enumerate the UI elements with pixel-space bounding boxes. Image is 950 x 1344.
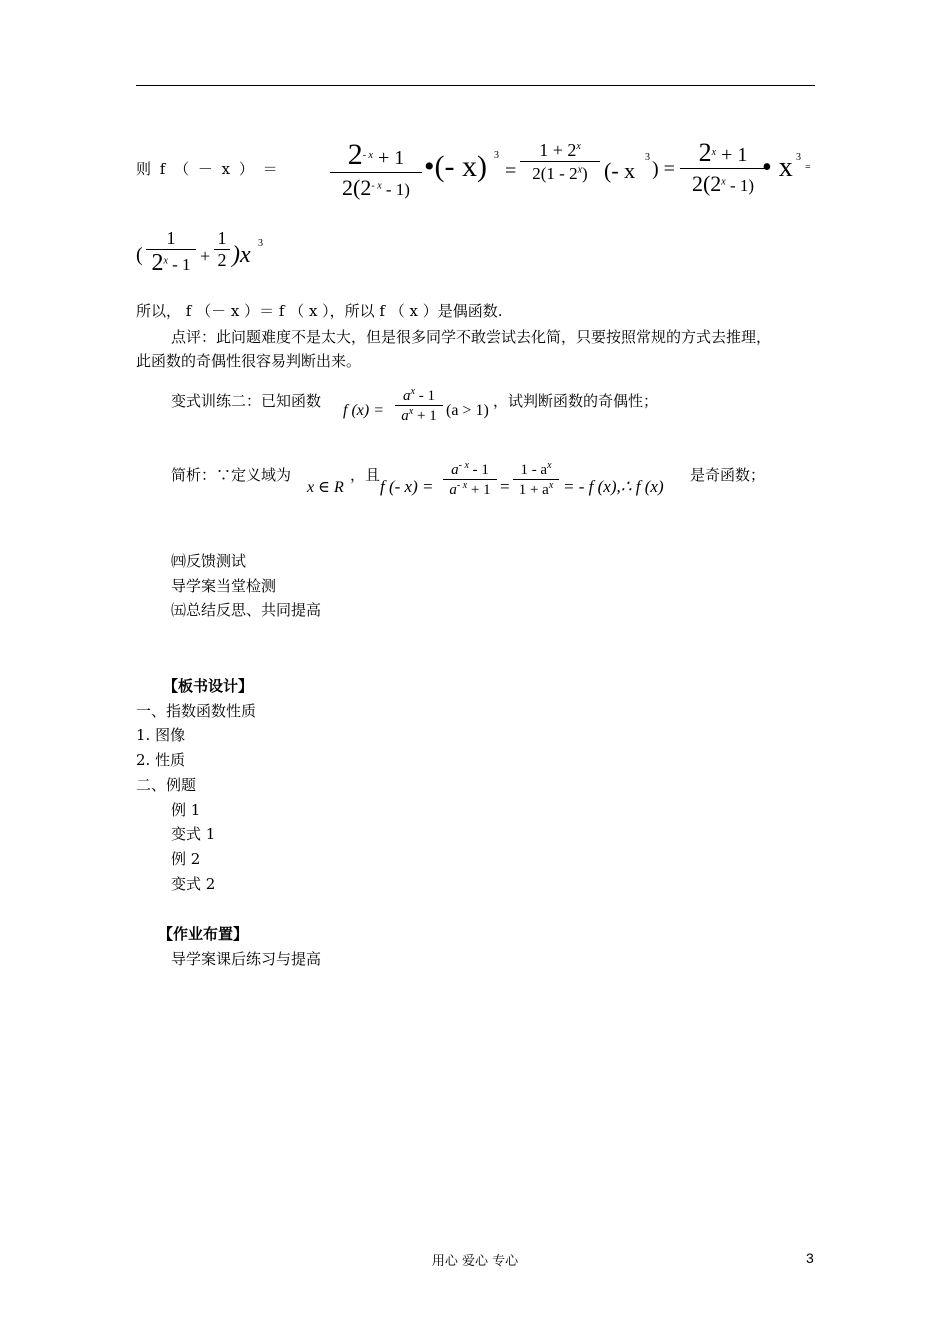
eq1-f1-den-tail: - 1) <box>381 180 410 199</box>
eq1-f2-den-tail: ) <box>582 164 588 183</box>
analysis-f1-num-tail: - 1 <box>468 462 489 478</box>
eq1-f2-num-sup: x <box>576 141 581 152</box>
board-title: 【板书设计】 <box>163 677 254 695</box>
analysis-f1-num-sup: - x <box>458 460 469 471</box>
analysis-f1-den: a <box>449 482 457 498</box>
variant2-frac-den-sup: x <box>408 406 414 417</box>
eq1-mid3: • x <box>762 152 793 183</box>
page-number: 3 <box>806 1250 814 1266</box>
board-line-3: 2. 性质 <box>136 751 186 769</box>
eq2-frac2 <box>214 228 230 271</box>
board-line-5: 例 1 <box>171 801 201 819</box>
analysis-label: 简析：∵定义域为 <box>171 466 292 484</box>
variant2-cond: (a > 1) <box>446 402 489 419</box>
board-line-2: 1. 图像 <box>136 726 186 744</box>
analysis-f1-den-sup: - x <box>456 480 468 491</box>
analysis-domain: x ∈ R <box>307 479 344 496</box>
eq1-f1-den-sup: - x <box>371 180 382 192</box>
section-5-title: ㈤总结反思、共同提高 <box>171 601 322 619</box>
eq1-sup3a: 3 <box>494 150 499 161</box>
analysis-fnx: f (- x) = <box>380 477 434 496</box>
variant2-frac-num-sup: x <box>410 386 415 397</box>
eq1-f1-num-sup: - x <box>362 150 373 161</box>
eq1-tail-eq: = <box>805 162 811 173</box>
eq2-f2-num: 1 <box>217 228 227 248</box>
eq1-mid1: •(- x) <box>424 150 487 183</box>
eq1-f3-num-tail: + 1 <box>716 144 748 166</box>
analysis-f2-den-sup: x <box>548 480 554 491</box>
eq1-f2-num: 1 + 2 <box>539 140 577 160</box>
eq1-lead: 则 f （ － x ） ＝ <box>136 160 280 178</box>
analysis-eq: = <box>500 477 510 496</box>
eq1-f2-den-sup: x <box>577 164 583 176</box>
analysis-f1-den-tail: + 1 <box>467 482 491 498</box>
eq1-f3-bar <box>680 168 766 169</box>
eq2-f1-den: 2 <box>151 250 164 276</box>
board-line-4: 二、例题 <box>136 776 197 794</box>
eq1-f1-den: 2(2 <box>342 175 372 200</box>
variant2-tail: ，试判断函数的奇偶性； <box>493 392 659 410</box>
eq2-sup3: 3 <box>258 238 263 249</box>
analysis-result: = - f (x),∴ f (x) <box>563 477 664 496</box>
footer-text: 用心 爱心 专心 <box>431 1254 519 1269</box>
eq1-f2-bar <box>520 161 600 162</box>
board-line-8: 变式 2 <box>171 875 216 893</box>
eq2-f2-den: 2 <box>217 250 227 270</box>
eq1-eq-a: = <box>505 160 517 182</box>
eq2-frac1 <box>146 228 196 277</box>
eq1-f1-num-tail: + 1 <box>373 147 405 169</box>
section-4-item: 导学案当堂检测 <box>171 577 277 595</box>
eq2-f1-den-tail: - 1 <box>167 255 191 274</box>
eq2-f1-den-sup: x <box>163 255 168 267</box>
variant2-frac-num-tail: - 1 <box>414 388 435 404</box>
variant2-fx: f (x) = <box>343 402 384 419</box>
board-line-6: 变式 1 <box>171 825 216 843</box>
comment-line-1: 点评：此问题难度不是太大，但是很多同学不敢尝试去化简，只要按照常规的方式去推理， <box>171 328 772 346</box>
eq1-f3-den-tail: - 1) <box>725 176 755 195</box>
board-line-7: 例 2 <box>171 850 201 868</box>
eq1-f3-den-sup: x <box>721 176 726 188</box>
analysis-f2-num-sup: x <box>547 460 552 471</box>
eq1-mid2-tail: ) = <box>652 158 675 180</box>
eq2-plus: + <box>200 246 211 266</box>
variant2-frac-den-tail: + 1 <box>413 408 437 424</box>
eq2-open: ( <box>136 244 143 266</box>
variant2-label: 变式训练二：已知函数 <box>171 392 322 410</box>
section-4-title: ㈣反馈测试 <box>171 552 247 570</box>
variant2-frac-den: a <box>401 408 409 424</box>
analysis-tail: 是奇函数； <box>690 466 766 484</box>
analysis-f1-num: a <box>451 462 459 478</box>
eq1-mid2: (- x <box>604 158 636 183</box>
eq1-f3-num-sup: x <box>711 147 717 158</box>
eq1-f1-num: 2 <box>347 138 363 171</box>
board-line-1: 一、指数函数性质 <box>136 702 257 720</box>
variant2-frac-num: a <box>403 388 411 404</box>
eq2-close: )x <box>232 242 251 268</box>
eq1-f1-bar <box>330 172 422 173</box>
eq1-frac1 <box>330 138 422 201</box>
eq2-f1-num: 1 <box>166 228 176 248</box>
conclusion-text: 所以， f （－ x ）＝ f （ x ），所以 f （ x ）是偶函数. <box>136 302 503 320</box>
eq1-f2-den: 2(1 - 2 <box>532 164 578 183</box>
comment-line-2: 此函数的奇偶性很容易判断出来。 <box>136 352 362 370</box>
analysis-f2-num: 1 - a <box>520 462 548 478</box>
analysis-frac2 <box>513 460 559 499</box>
homework-title: 【作业布置】 <box>158 925 249 943</box>
eq1-f3-den: 2(2 <box>691 171 722 196</box>
header-rule <box>136 85 815 86</box>
eq1-f3-num: 2 <box>698 138 712 167</box>
homework-item: 导学案课后练习与提高 <box>171 950 322 968</box>
analysis-frac1 <box>443 460 497 499</box>
analysis-and: ，且 <box>350 466 381 484</box>
eq1-frac3 <box>680 138 766 197</box>
eq1-frac2 <box>520 140 600 184</box>
analysis-f2-den: 1 + a <box>518 482 549 498</box>
variant2-frac <box>395 386 443 425</box>
eq1-sup3c: 3 <box>796 152 801 163</box>
eq1-sup3b: 3 <box>645 152 650 163</box>
